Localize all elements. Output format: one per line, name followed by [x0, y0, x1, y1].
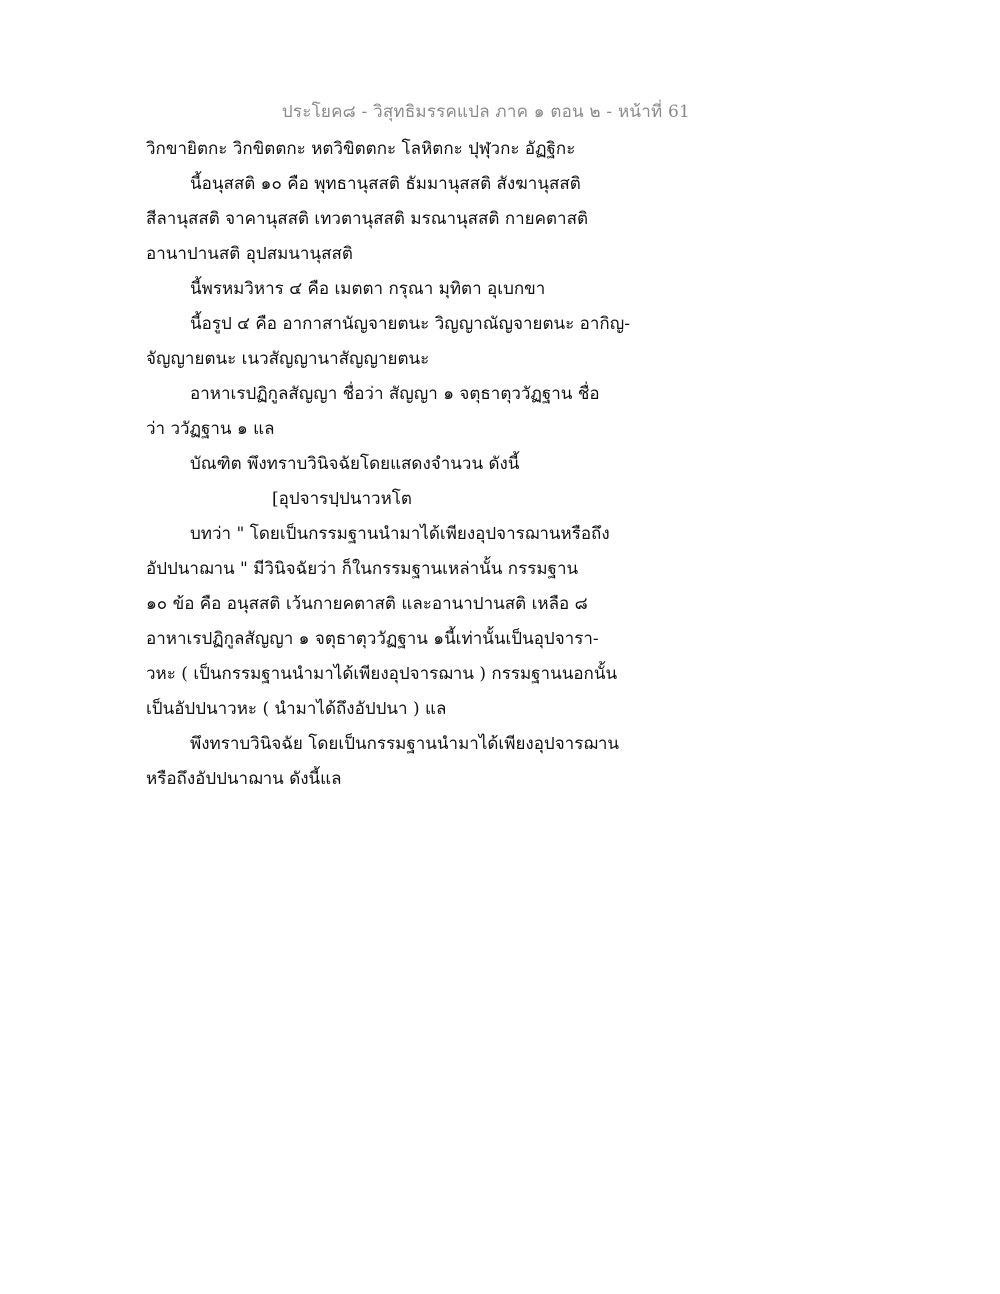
text-line-13: อัปปนาฌาน " มีวินิจฉัยว่า ก็ในกรรมฐานเหล่านั้น กรรมฐาน: [146, 559, 579, 579]
text-line-18: พึงทราบวินิจฉัย โดยเป็นกรรมฐานนำมาได้เพียงอุปจารฌาน: [190, 734, 620, 754]
text-line-12: บทว่า " โดยเป็นกรรมฐานนำมาได้เพียงอุปจารฌานหรือถึง: [190, 524, 610, 544]
text-line-3: สีลานุสสติ จาคานุสสติ เทวตานุสสติ มรณานุสสติ กายคตาสติ: [146, 209, 589, 229]
text-line-15: อาหาเรปฏิกูลสัญญา ๑ จตุธาตุววัฏฐาน ๑นี้เท่านั้นเป็นอุปจารา-: [146, 629, 599, 649]
text-line-9: ว่า ววัฏฐาน ๑ แล: [146, 419, 275, 439]
text-line-5: นี้พรหมวิหาร ๔ คือ เมตตา กรุณา มุทิตา อุเบกขา: [190, 279, 546, 299]
text-line-4: อานาปานสติ อุปสมนานุสสติ: [146, 244, 353, 264]
text-line-2: นี้อนุสสติ ๑๐ คือ พุทธานุสสติ ธัมมานุสสติ สังฆานุสสติ: [190, 174, 581, 194]
text-line-10: บัณฑิต พึงทราบวินิจฉัยโดยแสดงจำนวน ดังนี้: [190, 454, 520, 474]
text-line-19: หรือถึงอัปปนาฌาน ดังนี้แล: [146, 769, 342, 789]
text-line-6: นี้อรูป ๔ คือ อากาสานัญจายตนะ วิญญาณัญจายตนะ อากิญ-: [190, 314, 630, 334]
text-line-17: เป็นอัปปนาวหะ ( นำมาได้ถึงอัปปนา ) แล: [146, 699, 447, 719]
text-line-8: อาหาเรปฏิกูลสัญญา ชื่อว่า สัญญา ๑ จตุธาตุววัฏฐาน ชื่อ: [190, 384, 600, 404]
pali-reference-line: [อุปจารปฺปนาวหโต: [272, 489, 412, 509]
body-text: [146, 132, 630, 797]
text-line-14: ๑๐ ข้อ คือ อนุสสติ เว้นกายคตาสติ และอานาปานสติ เหลือ ๘: [146, 594, 588, 614]
text-line-1: วิกขายิตกะ วิกขิตตกะ หตวิขิตตกะ โลหิตกะ ปุฬุวกะ อัฏฐิกะ: [146, 139, 576, 159]
text-line-7: จัญญายตนะ เนวสัญญานาสัญญายตนะ: [146, 349, 430, 369]
text-line-16: วหะ ( เป็นกรรมฐานนำมาได้เพียงอุปจารฌาน ) กรรมฐานนอกนั้น: [146, 664, 618, 684]
running-header: ประโยค๘ - วิสุทธิมรรคแปล ภาค ๑ ตอน ๒ - หน้าที่ 61: [281, 102, 690, 122]
